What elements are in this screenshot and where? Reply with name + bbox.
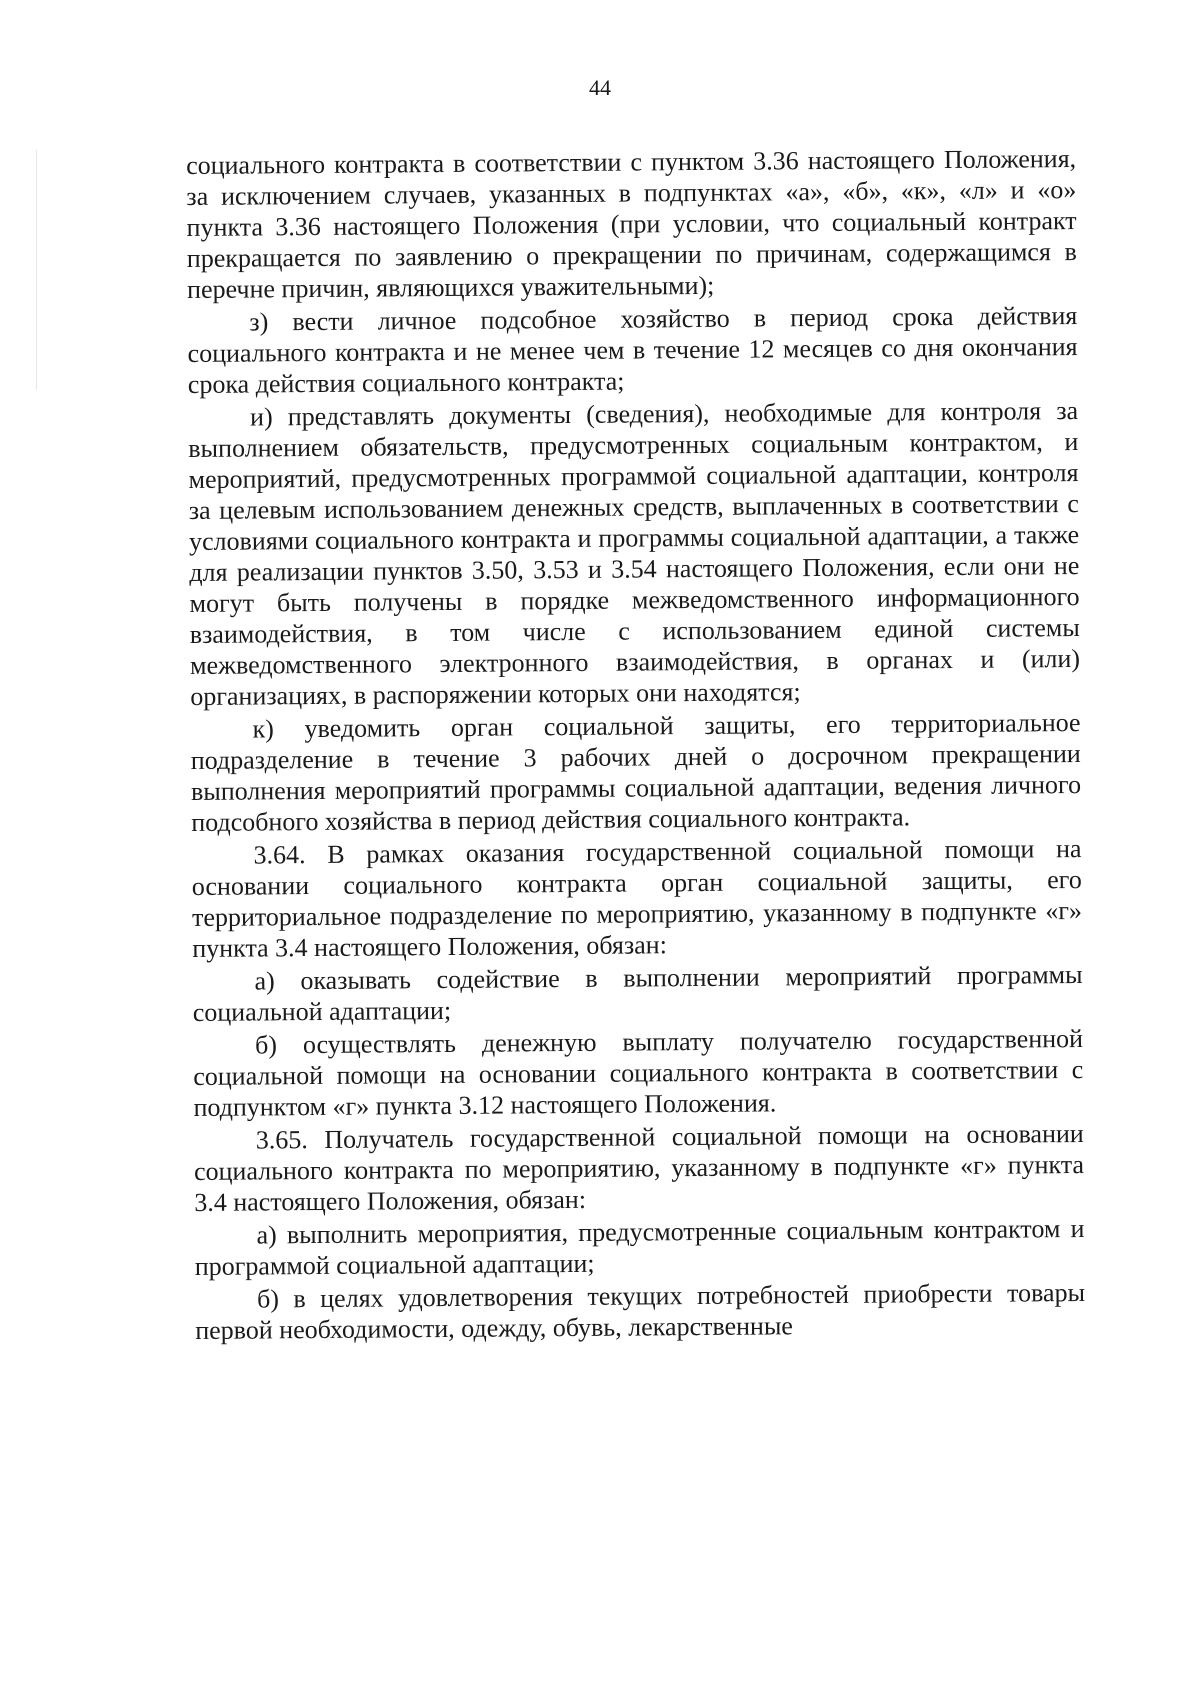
- paragraph-item-i: и) представлять документы (сведения), необходимые для контроля за выполнением обязательств, предусмотренных социальным контрактом, и мероприятий, предусмотренных программой социальной адаптации, контроля за целевым использованием денежных средств, выплаченных в соответствии с условиями социального контракта и программы социальной адаптации, а также для реализации пунктов 3.50, 3.53 и 3.54 настоящего Положения, если они не могут быть получены в порядке межведомственного информационного взаимодействия, в том числе с использованием единой системы межведомственного электронного взаимодействия, в органах и (или) организациях, в распоряжении которых они находятся;: [188, 396, 1081, 711]
- paragraph-clause-3-64-item-a: а) оказывать содействие в выполнении мероприятий программы социальной адаптации;: [192, 959, 1083, 1027]
- paragraph-item-z: з) вести личное подсобное хозяйство в период срока действия социального контракта и не менее чем в течение 12 месяцев со дня окончания срока действия социального контракта;: [187, 301, 1078, 399]
- document-body: [186, 143, 1085, 1346]
- scan-margin-mark: [36, 150, 37, 390]
- paragraph-clause-3-65: 3.65. Получатель государственной социальной помощи на основании социального контракта по мероприятию, указанному в подпункте «г» пункта 3.4 настоящего Положения, обязан:: [193, 1118, 1085, 1217]
- paragraph-clause-3-64: 3.64. В рамках оказания государственной социальной помощи на основании социального контракта орган социальной защиты, его территориальное подразделение по мероприятию, указанному в подпункте «г» пункта 3.4 настоящего Положения, обязан:: [191, 833, 1083, 963]
- paragraph-clause-3-65-item-a: а) выполнить мероприятия, предусмотренные социальным контрактом и программой социальной адаптации;: [194, 1213, 1085, 1281]
- paragraph-clause-3-64-item-b: б) осуществлять денежную выплату получателю государственной социальной помощи на основании социального контракта в соответствии с подпунктом «г» пункта 3.12 настоящего Положения.: [193, 1023, 1084, 1122]
- page-number: 44: [589, 75, 611, 100]
- paragraph-continuation: социального контракта в соответствии с пунктом 3.36 настоящего Положения, за исключением случаев, указанных в подпунктах «а», «б», «к», «л» и «о» пункта 3.36 настоящего Положения (при условии, что социальный контракт прекращается по заявлению о прекращении по причинам, содержащимся в перечне причин, являющихся уважительными);: [186, 144, 1077, 304]
- paragraph-item-k: к) уведомить орган социальной защиты, его территориальное подразделение в течение 3 рабочих дней о досрочном прекращении выполнения мероприятий программы социальной адаптации, ведения личного подсобного хозяйства в период действия социального контракта.: [190, 707, 1082, 837]
- paragraph-clause-3-65-item-b: б) в целях удовлетворения текущих потребностей приобрести товары первой необходимости, одежду, обувь, лекарственные: [195, 1277, 1086, 1345]
